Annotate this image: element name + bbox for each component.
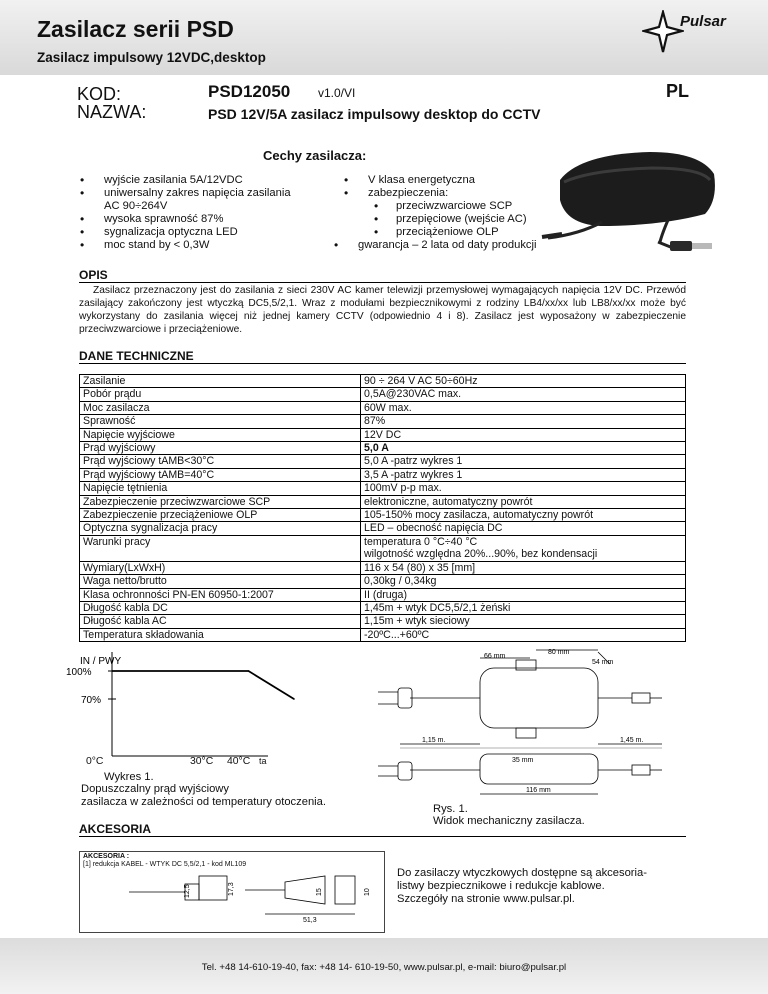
power-supply-photo <box>540 130 735 255</box>
spec-label: Długość kabla AC <box>80 615 361 628</box>
spec-row <box>80 388 686 401</box>
cable-ac-length: 1,15 m. <box>422 737 446 744</box>
spec-value: -20ºC...+60ºC <box>361 628 686 641</box>
spec-row <box>80 401 686 414</box>
spec-row <box>80 522 686 535</box>
product-version: v1.0/VI <box>318 86 356 100</box>
acc-dim-173: 17,3 <box>228 882 235 896</box>
acc-dim-513: 51,3 <box>303 917 317 924</box>
spec-row <box>80 415 686 428</box>
spec-row <box>80 588 686 601</box>
chart-tick-100: 100% <box>66 667 92 678</box>
spec-row <box>80 468 686 481</box>
spec-row <box>80 375 686 388</box>
chart-ylabel: IN / PWY <box>80 656 122 667</box>
drawing-caption-title: Rys. 1. <box>433 803 468 815</box>
features-heading: Cechy zasilacza: <box>263 148 367 163</box>
acc-dim-15: 15 <box>316 888 323 896</box>
spec-label: Wymiary(LxWxH) <box>80 561 361 574</box>
dim-35: 35 mm <box>512 757 534 764</box>
spec-value: 5,0 A <box>361 442 686 455</box>
spec-label: Warunki pracy <box>80 535 361 548</box>
spec-row <box>80 615 686 628</box>
chart-tick-30: 30°C <box>190 756 214 767</box>
spec-row <box>80 495 686 508</box>
spec-label: Napięcie wyjściowe <box>80 428 361 441</box>
dim-54: 54 mm <box>592 659 614 666</box>
chart-caption-title: Wykres 1. <box>104 771 154 783</box>
spec-label: Prąd wyjściowy tAMB=40°C <box>80 468 361 481</box>
spec-value: II (druga) <box>361 588 686 601</box>
pulsar-logo-icon <box>642 10 684 54</box>
spec-label: Klasa ochronności PN-EN 60950-1:2007 <box>80 588 361 601</box>
spec-value: 90 ÷ 264 V AC 50÷60Hz <box>361 375 686 388</box>
feature-item: • moc stand by < 0,3W <box>80 239 320 252</box>
spec-row <box>80 601 686 614</box>
akcesoria-heading: AKCESORIA <box>79 822 686 837</box>
dim-66: 66 mm <box>484 653 506 660</box>
spec-label: Zabezpieczenie przeciążeniowe OLP <box>80 509 361 522</box>
spec-label: Prąd wyjściowy <box>80 442 361 455</box>
brand-name: Pulsar <box>680 13 726 30</box>
spec-row <box>80 535 686 548</box>
spec-label: Moc zasilacza <box>80 401 361 414</box>
opis-heading: OPIS <box>79 268 686 283</box>
feature-subitem: • przepięciowe (wejście AC) <box>344 213 574 226</box>
footer-contact: Tel. +48 14-610-19-40, fax: +48 14- 610-19-50, www.pulsar.pl, e-mail: biuro@pulsar.pl <box>201 962 567 973</box>
spec-value: 3,5 A -patrz wykres 1 <box>361 468 686 481</box>
spec-row <box>80 442 686 455</box>
nazwa-label: NAZWA: <box>77 102 147 122</box>
accessory-note: Do zasilaczy wtyczkowych dostępne są akcesoria-listwy bezpiecznikowe i redukcje kablowe. Szczegóły na stronie www.pulsar.pl. <box>397 867 647 905</box>
spec-row <box>80 509 686 522</box>
spec-label: Temperatura składowania <box>80 628 361 641</box>
chart-series-line <box>112 671 294 699</box>
chart-tick-0: 0°C <box>86 756 104 767</box>
spec-value: 100mV p-p max. <box>361 482 686 495</box>
feature-item: • V klasa energetyczna <box>344 174 574 187</box>
chart-tick-40: 40°C <box>227 756 251 767</box>
spec-row <box>80 575 686 588</box>
spec-value: 0,5A@230VAC max. <box>361 388 686 401</box>
spec-row <box>80 482 686 495</box>
spec-value: 0,30kg / 0,34kg <box>361 575 686 588</box>
feature-item: • zabezpieczenia: <box>344 187 574 200</box>
spec-value: 105-150% mocy zasilacza, automatyczny powrót <box>361 509 686 522</box>
chart-caption-text2: zasilacza w zależności od temperatury otoczenia. <box>81 796 326 808</box>
spec-value: 60W max. <box>361 401 686 414</box>
feature-item: • gwarancja – 2 lata od daty produkcji <box>334 239 574 252</box>
spec-value: temperatura 0 °C÷40 °C <box>361 535 686 548</box>
spec-label: Optyczna sygnalizacja pracy <box>80 522 361 535</box>
spec-label: Zabezpieczenie przeciwzwarciowe SCP <box>80 495 361 508</box>
chart-point <box>248 670 250 672</box>
feature-item: • wyjście zasilania 5A/12VDC <box>80 174 320 187</box>
kod-label: KOD: <box>77 84 122 104</box>
spec-value: wilgotność względna 20%...90%, bez kondensacji <box>361 548 686 561</box>
spec-row <box>80 628 686 641</box>
derating-chart <box>60 648 320 770</box>
spec-value: 116 x 54 (80) x 35 [mm] <box>361 561 686 574</box>
spec-row <box>80 428 686 441</box>
spec-label <box>80 548 361 561</box>
chart-caption-text1: Dopuszczalny prąd wyjściowy <box>81 783 229 795</box>
spec-label: Pobór prądu <box>80 388 361 401</box>
spec-label: Sprawność <box>80 415 361 428</box>
spec-value: 87% <box>361 415 686 428</box>
feature-item: • uniwersalny zakres napięcia zasilania AC 90÷264V <box>80 187 320 213</box>
spec-row <box>80 455 686 468</box>
page-subtitle: Zasilacz impulsowy 12VDC,desktop <box>37 50 266 65</box>
spec-label: Waga netto/brutto <box>80 575 361 588</box>
acc-dim-10: 10 <box>364 888 371 896</box>
chart-point <box>293 698 295 700</box>
product-code: PSD12050 <box>208 82 291 101</box>
page-title: Zasilacz serii PSD <box>37 16 234 42</box>
spec-row <box>80 548 686 561</box>
feature-subitem: • przeciążeniowe OLP <box>344 226 574 239</box>
spec-row <box>80 561 686 574</box>
spec-label: Długość kabla DC <box>80 601 361 614</box>
features-list-left <box>80 174 320 252</box>
opis-text: Zasilacz przeznaczony jest do zasilania z sieci 230V AC kamer telewizji przemysłowej wymagających napięcia 12V DC. Przewód zasilający zakończony jest wtyczką DC5,5/2,1. Wraz z modułami bezpiecznikowymi z rodziny LB4/xx/xx lub LB8/xx/xx może być wykorzystany do zasilania więcej niż jednej kamery CCTV (odpowiednio 4 i 8). Zasilacz jest wyposażony w zabezpieczenie przeciwzwarciowe i przeciążeniowe. <box>79 285 686 335</box>
spec-value: 1,15m + wtyk sieciowy <box>361 615 686 628</box>
spec-value: 1,45m + wtyk DC5,5/2,1 żeński <box>361 601 686 614</box>
spec-value: 12V DC <box>361 428 686 441</box>
accessory-box-title: AKCESORIA : <box>83 853 130 860</box>
accessory-item: [1] redukcja KABEL - WTYK DC 5,5/2,1 - kod ML109 <box>83 861 247 868</box>
spec-value: 5,0 A -patrz wykres 1 <box>361 455 686 468</box>
spec-table <box>79 374 686 642</box>
chart-xlabel: ta <box>259 756 267 766</box>
acc-dim-125: 12,5 <box>184 884 191 898</box>
accessory-drawing <box>125 870 375 926</box>
mechanical-drawing <box>370 644 670 820</box>
spec-label: Prąd wyjściowy tAMB<30°C <box>80 455 361 468</box>
feature-subitem: • przeciwzwarciowe SCP <box>344 200 574 213</box>
dim-80: 80 mm <box>548 649 570 656</box>
language-code: PL <box>666 81 690 101</box>
spec-value: elektroniczne, automatyczny powrót <box>361 495 686 508</box>
feature-item: • sygnalizacja optyczna LED <box>80 226 320 239</box>
cable-dc-length: 1,45 m. <box>620 737 644 744</box>
chart-point <box>111 670 113 672</box>
product-name: PSD 12V/5A zasilacz impulsowy desktop do CCTV <box>208 106 541 122</box>
dim-116: 116 mm <box>526 787 551 794</box>
feature-item: • wysoka sprawność 87% <box>80 213 320 226</box>
dane-heading: DANE TECHNICZNE <box>79 349 686 364</box>
spec-label: Napięcie tętnienia <box>80 482 361 495</box>
drawing-caption-text: Widok mechaniczny zasilacza. <box>433 815 585 827</box>
spec-value: LED – obecność napięcia DC <box>361 522 686 535</box>
spec-label: Zasilanie <box>80 375 361 388</box>
chart-tick-70: 70% <box>81 695 102 706</box>
